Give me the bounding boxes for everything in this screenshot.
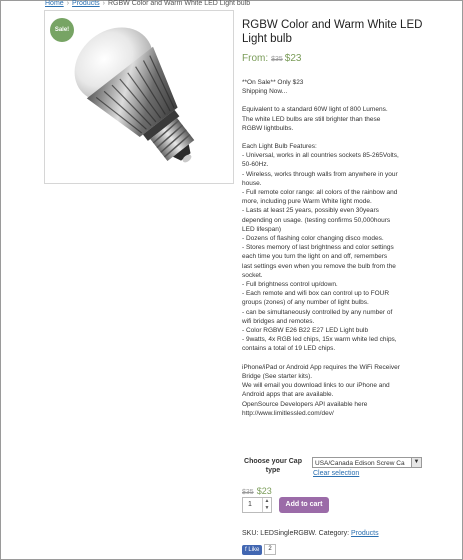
facebook-icon: f — [245, 546, 247, 553]
social-like — [242, 541, 276, 559]
description-line: We will email you download links to our iPhone and — [242, 382, 390, 390]
description-line: Shipping Now... — [242, 88, 288, 96]
clear-selection-link[interactable]: Clear selection — [313, 470, 360, 477]
category-label: Category: — [318, 530, 350, 537]
description-line: The white LED bulbs are still brighter than these — [242, 115, 381, 123]
description-line: - Full brightness control up/down. — [242, 281, 338, 289]
breadcrumb-separator: › — [102, 0, 105, 7]
description-line: - Color RGBW E26 B22 E27 LED Light bulb — [242, 327, 369, 335]
product-title: RGBW Color and Warm White LED Light bulb — [242, 18, 423, 45]
spin-arrows-icon[interactable]: ▲ ▼ — [262, 498, 271, 512]
description-line: Android apps that are available. — [242, 391, 334, 399]
cap-type-label: Choose your Cap type — [244, 458, 302, 474]
description-line: depending on usage. (testing confirms 50,000hours — [242, 216, 391, 224]
sku-label: SKU: — [242, 530, 259, 537]
description-line: last settings even when you remove the bulb from the — [242, 262, 396, 270]
breadcrumb — [45, 0, 250, 7]
breadcrumb-products-link[interactable]: Products — [72, 0, 100, 7]
description-line: socket. — [242, 271, 263, 279]
breadcrumb-home-link[interactable]: Home — [45, 0, 64, 7]
description-line: - can be simultaneously controlled by any number of — [242, 308, 393, 316]
description-line: LED lifespan) — [242, 225, 282, 233]
description-line: 50-60Hz. — [242, 161, 269, 169]
product-description — [242, 78, 454, 418]
variation-price — [242, 486, 272, 496]
variation-price-old: $35 — [242, 489, 254, 496]
description-spacer — [242, 133, 454, 142]
quantity-value: 1 — [248, 501, 252, 508]
description-line: more, including pure Warm White light mode. — [242, 198, 372, 206]
sale-badge: Sale! — [50, 18, 74, 42]
description-line: Equivalent to a standard 60W light of 800 Lumens. — [242, 106, 388, 114]
description-line: house. — [242, 179, 262, 187]
light-bulb-image — [45, 11, 233, 183]
quantity-stepper[interactable] — [242, 497, 272, 513]
like-label: Like — [248, 546, 260, 553]
variation-price-new: $23 — [256, 486, 272, 496]
product-meta — [242, 530, 379, 537]
price-old: $35 — [271, 56, 283, 63]
description-line: - 9watts, 4x RGB led chips, 15x warm white led chips, — [242, 336, 397, 344]
description-line: OpenSource Developers API available here — [242, 400, 368, 408]
description-spacer — [242, 354, 454, 363]
description-line: iPhone/iPad or Android App requires the WiFi Receiver — [242, 363, 400, 371]
like-count: 2 — [264, 544, 275, 555]
add-to-cart-button[interactable]: Add to cart — [279, 497, 329, 513]
description-line: - Each remote and wifi box can control up to FOUR — [242, 290, 390, 298]
description-line: RGBW lightbulbs. — [242, 124, 294, 132]
breadcrumb-current: RGBW Color and Warm White LED Light bulb — [108, 0, 251, 7]
description-line: each time you turn the light on and off, remembers — [242, 253, 388, 261]
category-link[interactable]: Products — [350, 530, 379, 537]
sku-value: LEDSingleRGBW. — [260, 530, 317, 537]
chevron-down-icon: ▼ — [411, 458, 421, 467]
description-line: contains a total of 19 LED chips. — [242, 345, 336, 353]
description-line: http://www.limitlessled.com/dev/ — [242, 409, 334, 417]
cap-type-select[interactable] — [312, 457, 422, 468]
description-line: - Universal, works in all countries sockets 85-265Volts, — [242, 152, 399, 160]
price-range — [242, 53, 301, 64]
description-line: - Stores memory of last brightness and color settings — [242, 244, 394, 252]
description-spacer — [242, 96, 454, 105]
description-line: wifi bridges and remotes. — [242, 317, 315, 325]
price-new: $23 — [284, 53, 302, 64]
description-line: **On Sale** Only $23 — [242, 79, 304, 86]
description-line: - Dozens of flashing color changing disco modes. — [242, 235, 384, 243]
cap-type-selected: USA/Canada Edison Screw Ca — [315, 460, 405, 467]
product-image[interactable] — [44, 10, 234, 184]
description-line: - Lasts at least 25 years, possibly even 30years — [242, 207, 379, 215]
breadcrumb-separator: › — [66, 0, 70, 7]
description-line: - Wireless, works through walls from anywhere in your — [242, 170, 398, 178]
description-line: Each Light Bulb Features: — [242, 143, 317, 151]
description-line: Bridge (See starter kits). — [242, 372, 313, 380]
description-line: groups (zones) of any number of light bulbs. — [242, 299, 369, 307]
price-from-label: From: — [242, 53, 269, 64]
description-line: - Full remote color range: all colors of the rainbow and — [242, 189, 398, 197]
facebook-like-button[interactable] — [242, 545, 262, 555]
